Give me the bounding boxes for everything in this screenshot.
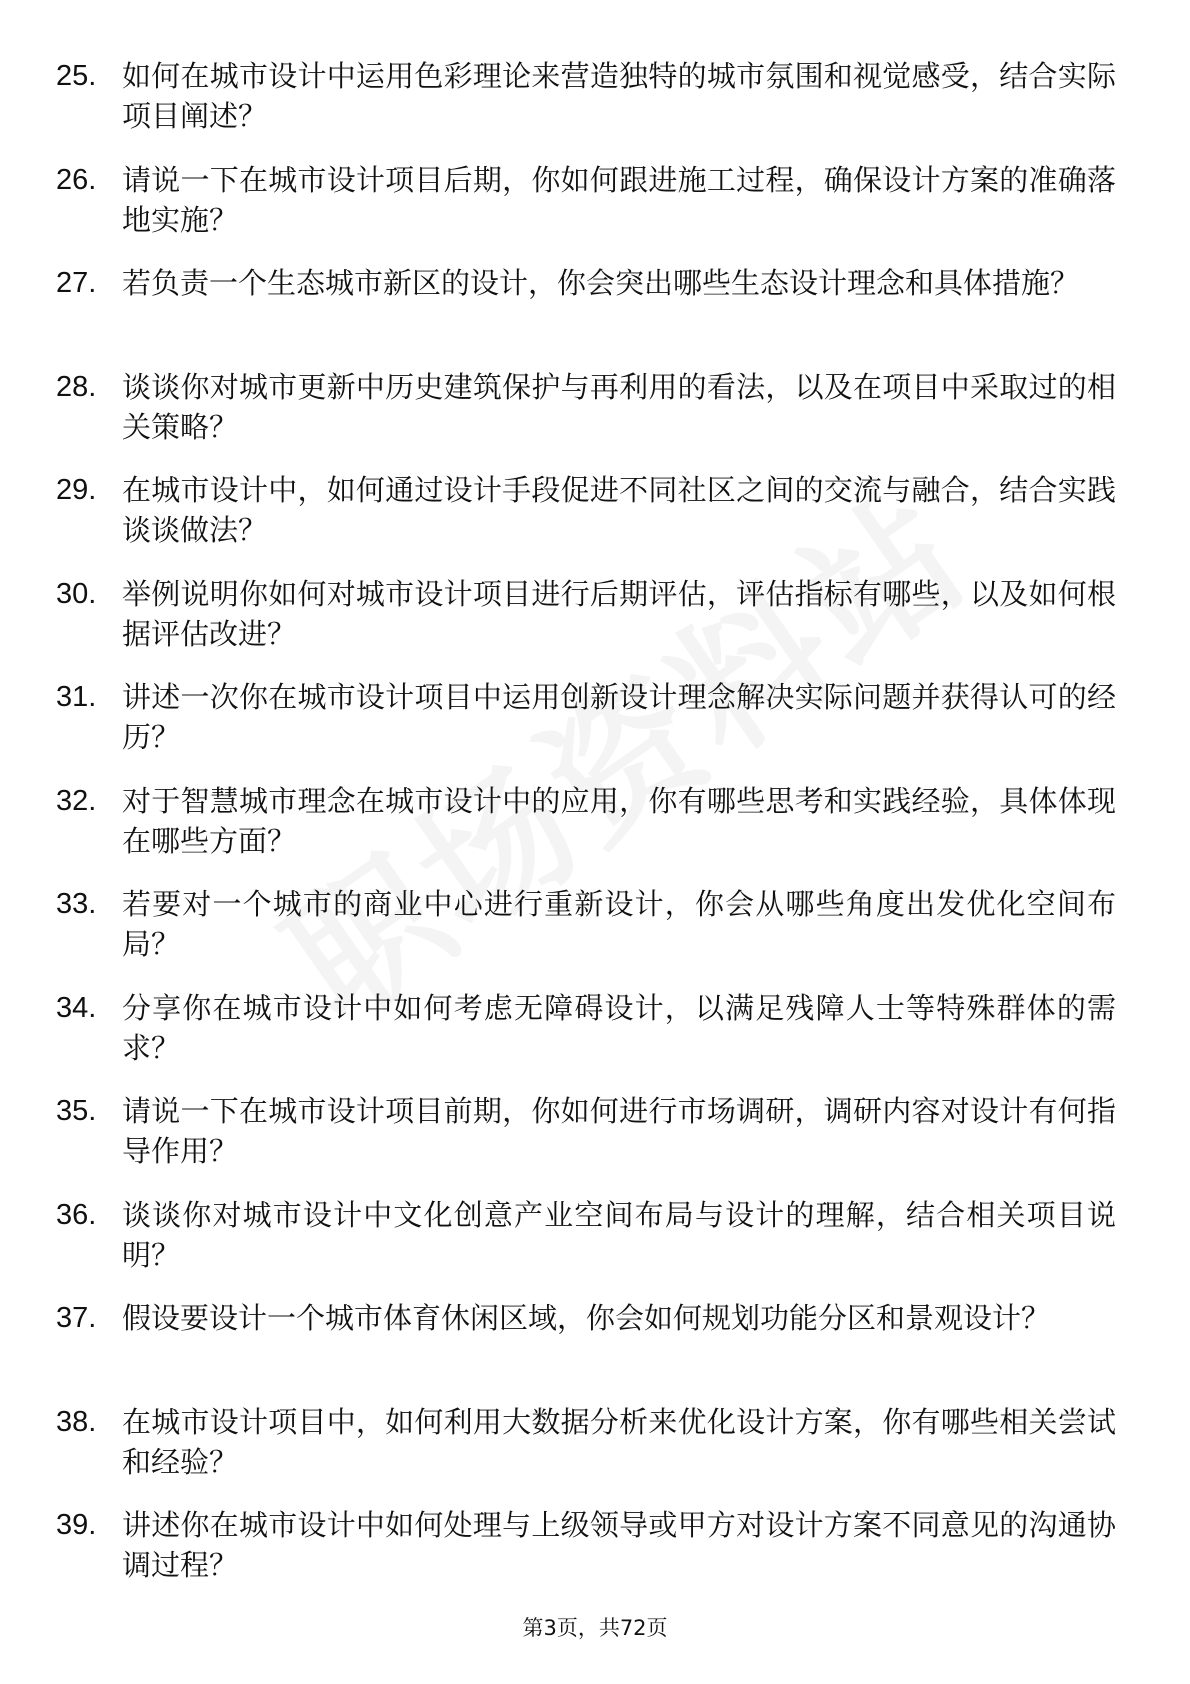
- question-item: [56, 677, 1116, 781]
- question-number: 26.: [56, 163, 97, 196]
- question-number: 27.: [56, 267, 97, 299]
- question-item: [56, 988, 1116, 1092]
- question-text: 讲述一次你在城市设计项目中运用创新设计理念解决实际问题并获得认可的经历？: [122, 680, 1116, 754]
- question-item: [56, 1402, 1116, 1506]
- question-number: 34.: [56, 991, 97, 1024]
- question-item: [56, 574, 1116, 678]
- question-text: 谈谈你对城市更新中历史建筑保护与再利用的看法，以及在项目中采取过的相关策略？: [122, 369, 1116, 444]
- question-list: [56, 56, 1116, 1609]
- question-item: [56, 884, 1116, 988]
- question-number: 25.: [56, 60, 97, 92]
- question-item: [56, 367, 1116, 471]
- question-text: 在城市设计中，如何通过设计手段促进不同社区之间的交流与融合，结合实践谈谈做法？: [122, 473, 1116, 547]
- question-text: 在城市设计项目中，如何利用大数据分析来优化设计方案，你有哪些相关尝试和经验？: [122, 1404, 1116, 1479]
- question-item: [56, 470, 1116, 574]
- question-item: [56, 1091, 1116, 1195]
- question-text: 讲述你在城市设计中如何处理与上级领导或甲方对设计方案不同意见的沟通协调过程？: [122, 1508, 1116, 1582]
- question-item: [56, 1505, 1116, 1609]
- question-item: [56, 263, 1116, 367]
- question-number: 39.: [56, 1509, 97, 1541]
- question-text: 请说一下在城市设计项目后期，你如何跟进施工过程，确保设计方案的准确落地实施？: [122, 162, 1116, 237]
- question-text: 如何在城市设计中运用色彩理论来营造独特的城市氛围和视觉感受，结合实际项目阐述？: [122, 59, 1116, 133]
- question-text: 请说一下在城市设计项目前期，你如何进行市场调研，调研内容对设计有何指导作用？: [122, 1094, 1116, 1168]
- question-number: 30.: [56, 577, 97, 610]
- question-text: 分享你在城市设计中如何考虑无障碍设计，以满足残障人士等特殊群体的需求？: [122, 990, 1116, 1065]
- question-number: 36.: [56, 1198, 97, 1231]
- question-item: [56, 781, 1116, 885]
- question-number: 38.: [56, 1405, 97, 1438]
- page-number: 第3页，共72页: [522, 1616, 668, 1640]
- question-item: [56, 1298, 1116, 1402]
- question-number: 32.: [56, 784, 97, 817]
- question-number: 29.: [56, 474, 97, 506]
- question-number: 37.: [56, 1302, 97, 1334]
- question-item: [56, 56, 1116, 160]
- question-text: 举例说明你如何对城市设计项目进行后期评估，评估指标有哪些，以及如何根据评估改进？: [122, 576, 1116, 651]
- question-text: 若负责一个生态城市新区的设计，你会突出哪些生态设计理念和具体措施？: [122, 266, 1080, 300]
- question-text: 假设要设计一个城市体育休闲区域，你会如何规划功能分区和景观设计？: [122, 1301, 1051, 1335]
- question-number: 35.: [56, 1095, 97, 1127]
- question-text: 对于智慧城市理念在城市设计中的应用，你有哪些思考和实践经验，具体体现在哪些方面？: [122, 783, 1116, 858]
- question-number: 31.: [56, 681, 97, 713]
- question-text: 谈谈你对城市设计中文化创意产业空间布局与设计的理解，结合相关项目说明？: [122, 1197, 1116, 1272]
- question-number: 28.: [56, 370, 97, 403]
- question-item: [56, 1195, 1116, 1299]
- question-text: 若要对一个城市的商业中心进行重新设计，你会从哪些角度出发优化空间布局？: [122, 887, 1116, 961]
- question-item: [56, 160, 1116, 264]
- question-number: 33.: [56, 888, 97, 920]
